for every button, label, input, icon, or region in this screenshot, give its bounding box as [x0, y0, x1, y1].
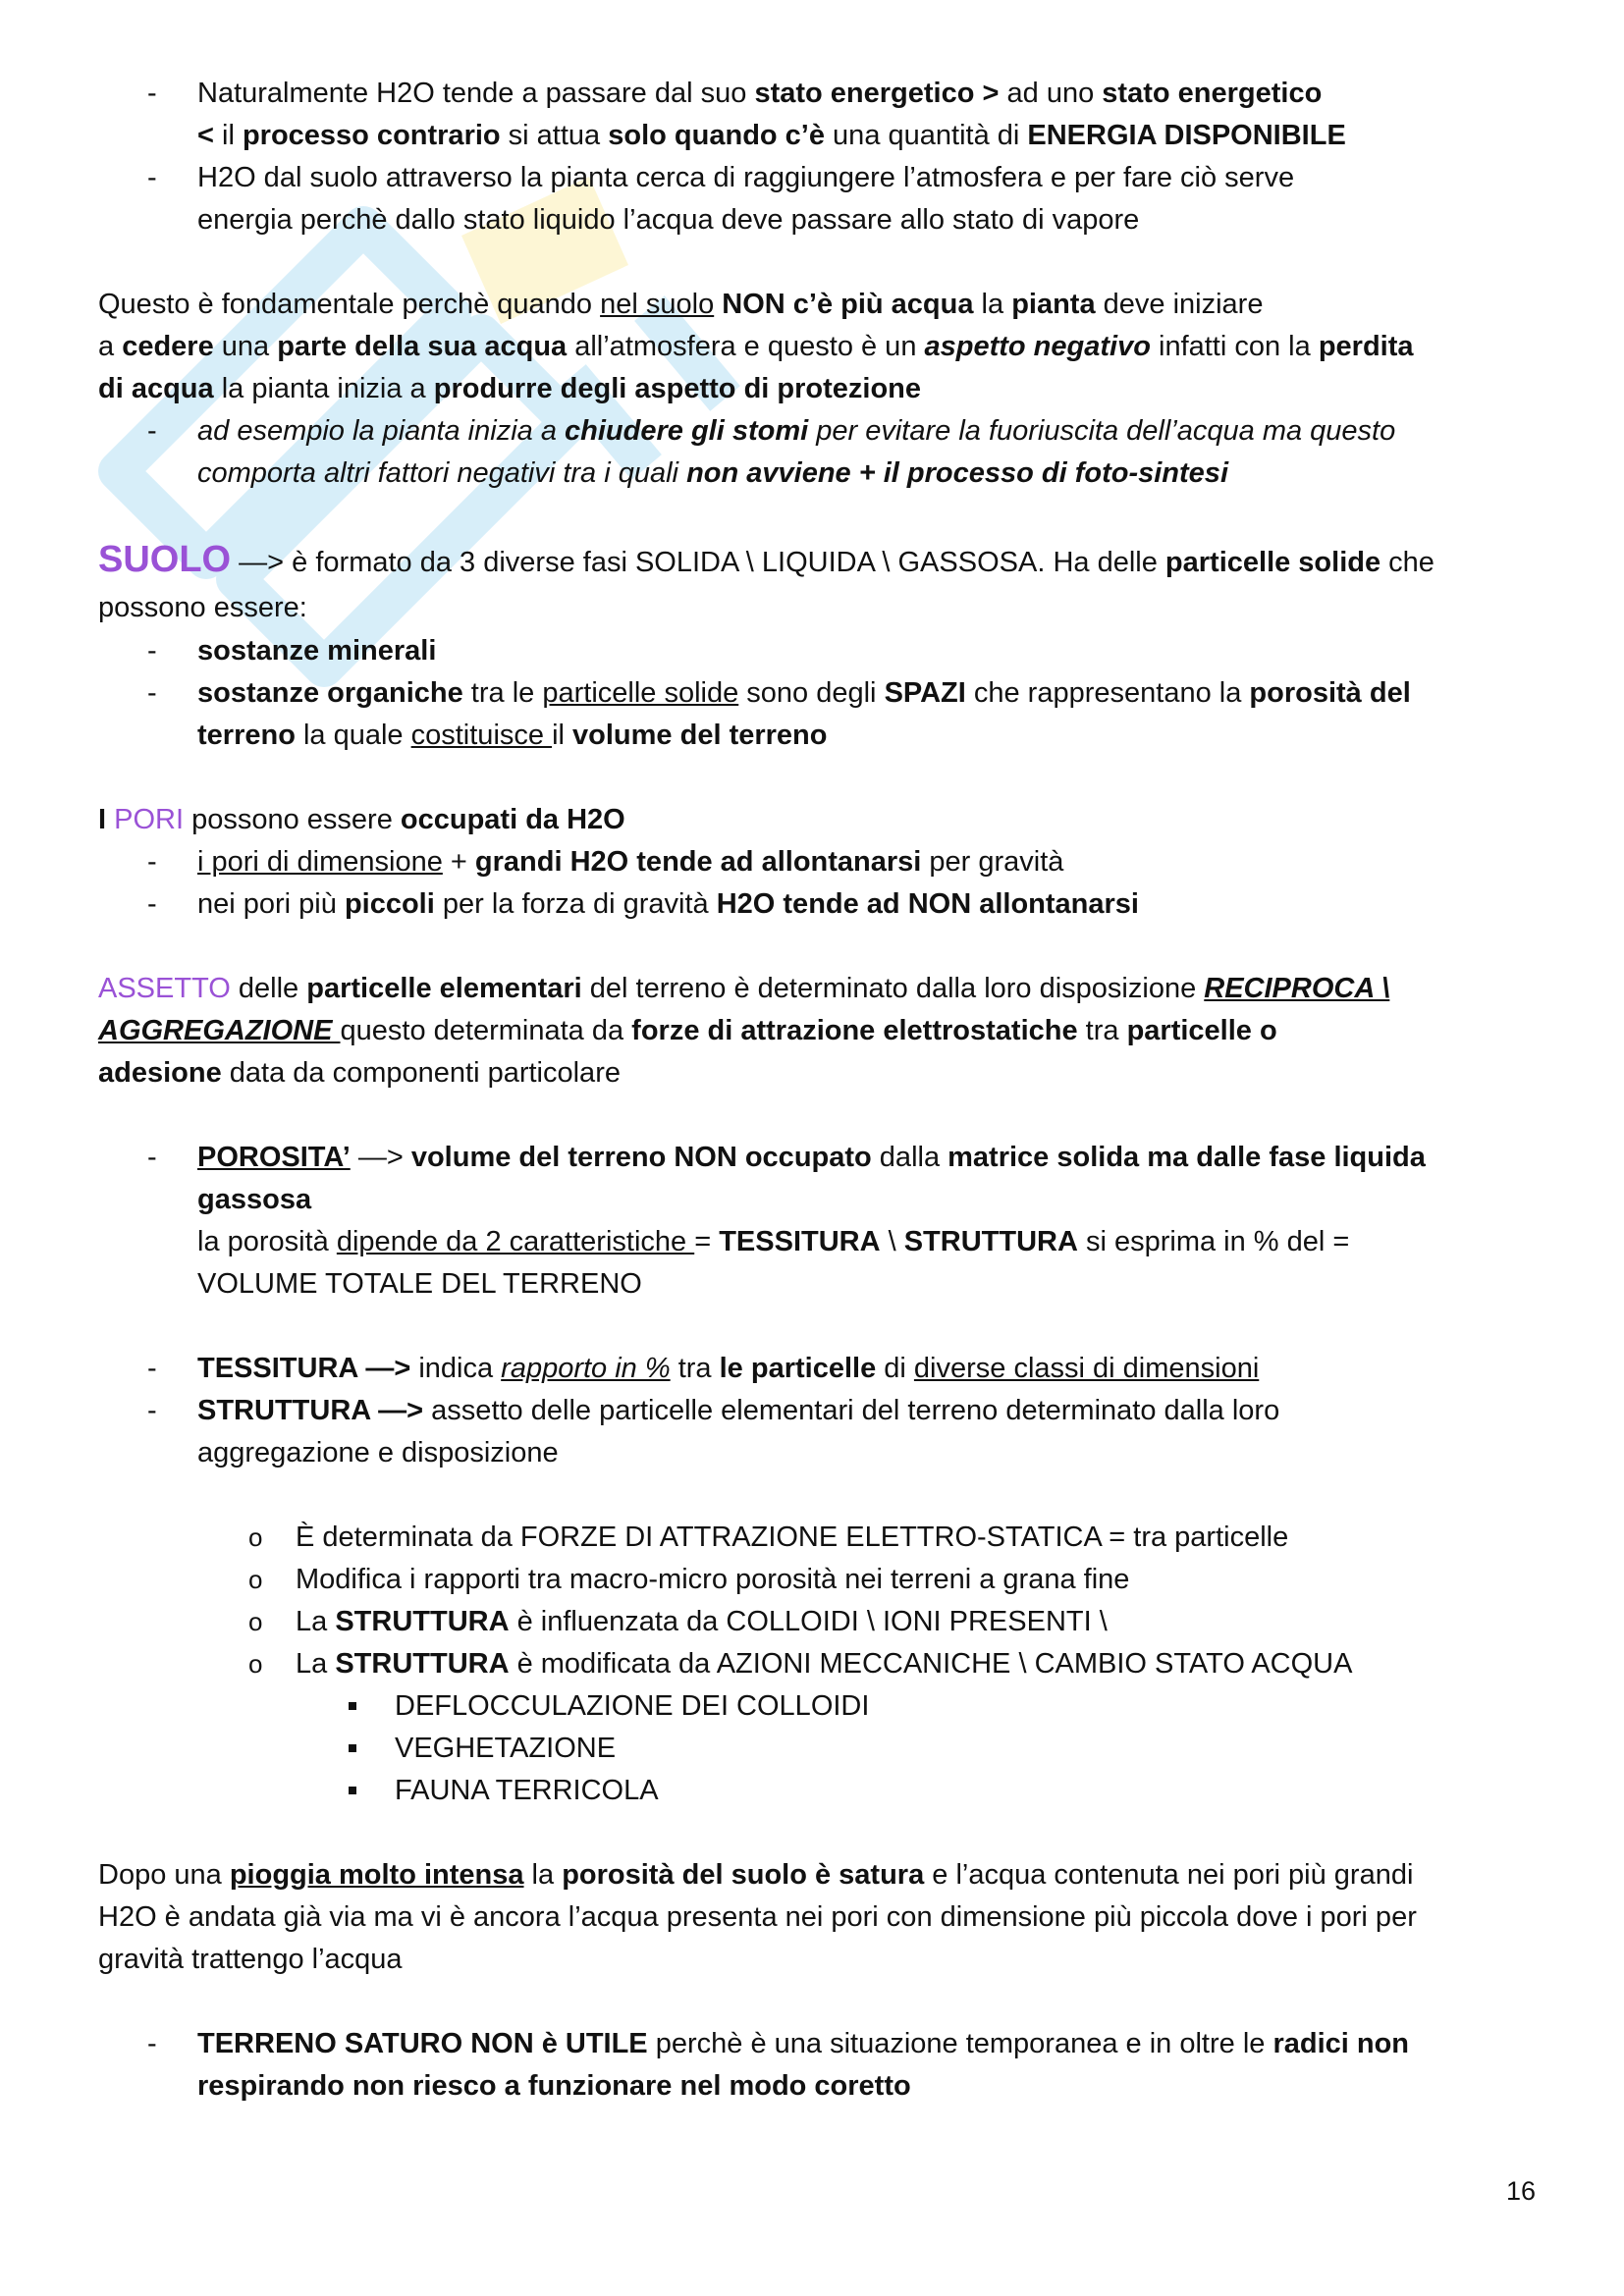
pori-paragraph: I PORI possono essere occupati da H2O: [98, 804, 625, 835]
list-item: o Modifica i rapporti tra macro-micro porosità nei terreni a grana fine: [98, 1559, 1532, 1601]
list-item: - sostanze organiche tra le particelle solide sono degli SPAZI che rappresentano la porosità del terreno la quale costituisce il volume del terreno: [98, 672, 1532, 757]
page-number: 16: [1506, 2176, 1537, 2206]
list-item: VEGHETAZIONE: [98, 1728, 1532, 1770]
document-body: [98, 73, 1532, 2108]
assetto-paragraph: ASSETTO delle particelle elementari del terreno è determinato dalla loro disposizione RECIPROCA \ AGGREGAZIONE questo determinata da forze di attrazione elettrostatiche tra particelle o adesione data da componenti particolare: [98, 973, 1390, 1089]
energy-list: [98, 73, 1532, 241]
list-item: - Naturalmente H2O tende a passare dal suo stato energetico > ad uno stato energetico < il processo contrario si attua solo quando c’è una quantità di ENERGIA DISPONIBILE: [98, 73, 1532, 157]
list-item: - H2O dal suolo attraverso la pianta cerca di raggiungere l’atmosfera e per fare ciò serve energia perchè dallo stato liquido l’acqua deve passare allo stato di vapore: [98, 157, 1532, 241]
list-item: o È determinata da FORZE DI ATTRAZIONE ELETTRO-STATICA = tra particelle: [98, 1517, 1532, 1559]
assetto-heading: ASSETTO: [98, 973, 231, 1004]
list-item: DEFLOCCULAZIONE DEI COLLOIDI: [98, 1685, 1532, 1728]
suolo-paragraph: SUOLO —> è formato da 3 diverse fasi SOLIDA \ LIQUIDA \ GASSOSA. Ha delle particelle solide che possono essere:: [98, 539, 1435, 623]
paragraph-fundamental: Questo è fondamentale perchè quando nel suolo NON c’è più acqua la pianta deve iniziare a cedere una parte della sua acqua all’atmosfera e questo è un aspetto negativo infatti con la perdita di acqua la pianta inizia a produrre degli aspetto di protezione: [98, 289, 1414, 404]
pori-list: [98, 841, 1532, 926]
saturo-list: [98, 2023, 1532, 2108]
list-item: - sostanze minerali: [98, 630, 1532, 672]
pori-heading: PORI: [114, 804, 185, 835]
tessitura-list: [98, 1348, 1532, 1474]
list-item: - TERRENO SATURO NON è UTILE perchè è una situazione temporanea e in oltre le radici non respirando non riesco a funzionare nel modo coretto: [98, 2023, 1532, 2108]
list-item: - POROSITA’ —> volume del terreno NON occupato dalla matrice solida ma dalle fase liquida gassosa la porosità dipende da 2 caratteristiche = TESSITURA \ STRUTTURA si esprima in % del = VOLUME TOTALE DEL TERRENO: [98, 1137, 1532, 1306]
list-item: - TESSITURA —> indica rapporto in % tra le particelle di diverse classi di dimensioni: [98, 1348, 1532, 1390]
list-item: - ad esempio la pianta inizia a chiudere gli stomi per evitare la fuoriuscita dell’acqua ma questo comporta altri fattori negativi tra i quali non avviene + il processo di foto-sintesi: [98, 410, 1532, 495]
list-item: FAUNA TERRICOLA: [98, 1770, 1532, 1812]
dopo-paragraph: Dopo una pioggia molto intensa la porosità del suolo è satura e l’acqua contenuta nei pori più grandi H2O è andata già via ma vi è ancora l’acqua presenta nei pori con dimensione più piccola dove i pori per gravità trattengo l’acqua: [98, 1859, 1417, 1975]
list-item: - i pori di dimensione + grandi H2O tende ad allontanarsi per gravità: [98, 841, 1532, 883]
list-item: o La STRUTTURA è influenzata da COLLOIDI \ IONI PRESENTI \: [98, 1601, 1532, 1643]
suolo-list: [98, 630, 1532, 757]
struttura-sublist: [98, 1517, 1532, 1812]
list-item: o La STRUTTURA è modificata da AZIONI MECCANICHE \ CAMBIO STATO ACQUA: [98, 1643, 1532, 1685]
porosita-list: [98, 1137, 1532, 1306]
list-item: - STRUTTURA —> assetto delle particelle elementari del terreno determinato dalla loro aggregazione e disposizione: [98, 1390, 1532, 1474]
list-item: - nei pori più piccoli per la forza di gravità H2O tende ad NON allontanarsi: [98, 883, 1532, 926]
suolo-heading: SUOLO: [98, 539, 232, 580]
protection-list: [98, 410, 1532, 495]
